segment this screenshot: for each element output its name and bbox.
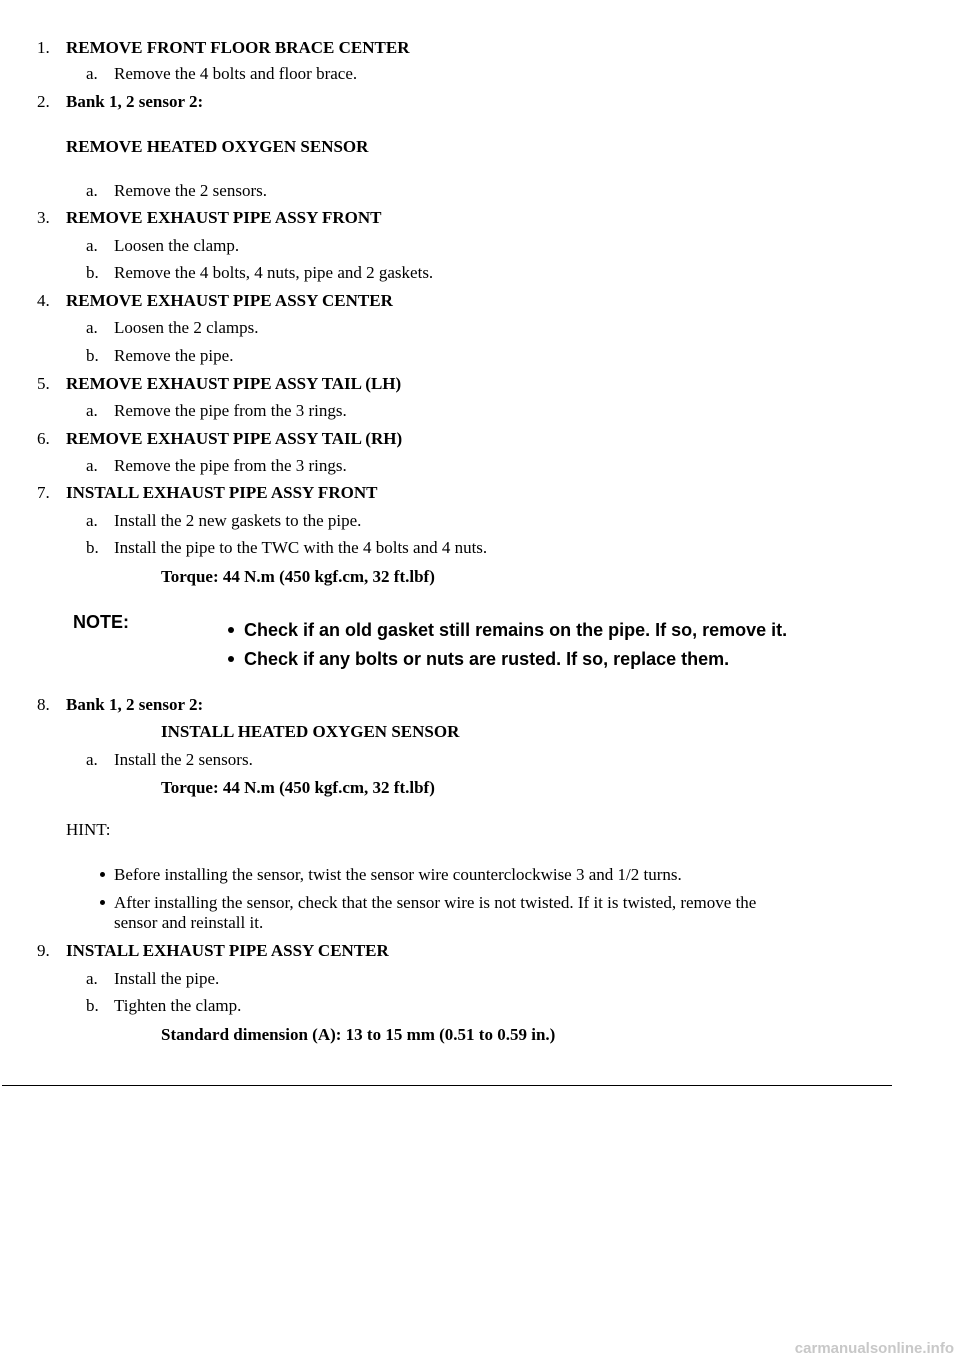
- horizontal-divider: [2, 1085, 892, 1086]
- sub-label: a.: [86, 401, 98, 420]
- sub-label: b.: [86, 346, 99, 365]
- step-title: REMOVE EXHAUST PIPE ASSY CENTER: [66, 291, 393, 310]
- step-number: 4.: [37, 291, 50, 310]
- sub-text: Remove the pipe from the 3 rings.: [114, 456, 347, 475]
- sub-label: a.: [86, 181, 98, 200]
- sub-text: Install the 2 new gaskets to the pipe.: [114, 511, 362, 530]
- note-label: NOTE:: [73, 612, 129, 632]
- step-number: 3.: [37, 208, 50, 227]
- sub-text: Loosen the 2 clamps.: [114, 318, 259, 337]
- step-number: 7.: [37, 483, 50, 502]
- sub-label: a.: [86, 750, 98, 769]
- sub-text: Remove the pipe.: [114, 346, 234, 365]
- step-title: REMOVE FRONT FLOOR BRACE CENTER: [66, 38, 410, 57]
- torque-spec: Torque: 44 N.m (450 kgf.cm, 32 ft.lbf): [161, 778, 435, 797]
- sub-text: Remove the pipe from the 3 rings.: [114, 401, 347, 420]
- step-title: REMOVE EXHAUST PIPE ASSY FRONT: [66, 208, 382, 227]
- note-item: Check if an old gasket still remains on the pipe. If so, remove it.: [244, 620, 788, 640]
- bullet-icon: [228, 627, 234, 633]
- step-subtitle: REMOVE HEATED OXYGEN SENSOR: [66, 137, 369, 156]
- footer-watermark[interactable]: carmanualsonline.info: [794, 1340, 954, 1357]
- torque-spec: Torque: 44 N.m (450 kgf.cm, 32 ft.lbf): [161, 567, 435, 586]
- hint-item: After installing the sensor, check that the sensor wire is not twisted. If it is twisted, remove the: [114, 893, 757, 912]
- step-number: 1.: [37, 38, 50, 57]
- sub-label: b.: [86, 263, 99, 282]
- step-title: Bank 1, 2 sensor 2:: [66, 92, 204, 111]
- sub-label: a.: [86, 511, 98, 530]
- bullet-icon: [100, 900, 105, 905]
- sub-label: a.: [86, 64, 98, 83]
- step-title: Bank 1, 2 sensor 2:: [66, 695, 204, 714]
- step-title: REMOVE EXHAUST PIPE ASSY TAIL (RH): [66, 429, 403, 448]
- sub-text: Loosen the clamp.: [114, 236, 240, 255]
- sub-text: Install the pipe.: [114, 969, 220, 988]
- hint-item-continued: sensor and reinstall it.: [114, 913, 264, 932]
- sub-text: Remove the 4 bolts, 4 nuts, pipe and 2 gaskets.: [114, 263, 434, 282]
- sub-text: Remove the 4 bolts and floor brace.: [114, 64, 358, 83]
- sub-text: Tighten the clamp.: [114, 996, 242, 1015]
- dimension-spec: Standard dimension (A): 13 to 15 mm (0.51 to 0.59 in.): [161, 1025, 556, 1044]
- hint-label: HINT:: [66, 820, 111, 839]
- sub-label: b.: [86, 996, 99, 1015]
- step-title: REMOVE EXHAUST PIPE ASSY TAIL (LH): [66, 374, 402, 393]
- bullet-icon: [100, 872, 105, 877]
- sub-label: a.: [86, 318, 98, 337]
- step-title: INSTALL EXHAUST PIPE ASSY CENTER: [66, 941, 389, 960]
- step-number: 8.: [37, 695, 50, 714]
- step-title: INSTALL EXHAUST PIPE ASSY FRONT: [66, 483, 378, 502]
- sub-label: a.: [86, 236, 98, 255]
- sub-text: Install the 2 sensors.: [114, 750, 253, 769]
- step-number: 5.: [37, 374, 50, 393]
- hint-item: Before installing the sensor, twist the sensor wire counterclockwise 3 and 1/2 turns.: [114, 865, 682, 884]
- note-item: Check if any bolts or nuts are rusted. If so, replace them.: [244, 649, 730, 669]
- step-subtitle: INSTALL HEATED OXYGEN SENSOR: [161, 722, 460, 741]
- step-number: 6.: [37, 429, 50, 448]
- sub-text: Remove the 2 sensors.: [114, 181, 267, 200]
- sub-label: b.: [86, 538, 99, 557]
- sub-label: a.: [86, 969, 98, 988]
- sub-text: Install the pipe to the TWC with the 4 bolts and 4 nuts.: [114, 538, 488, 557]
- step-number: 2.: [37, 92, 50, 111]
- bullet-icon: [228, 656, 234, 662]
- sub-label: a.: [86, 456, 98, 475]
- step-number: 9.: [37, 941, 50, 960]
